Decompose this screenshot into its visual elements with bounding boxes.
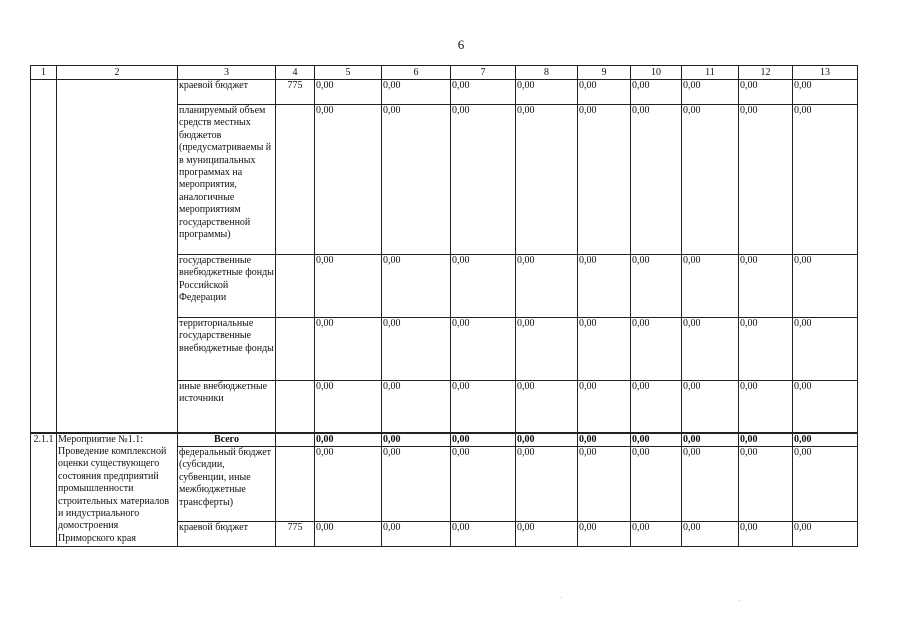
- value-cell: 0,00: [382, 80, 451, 105]
- column-header: 7: [451, 66, 516, 80]
- value-cell: 0,00: [631, 80, 682, 105]
- value-cell: 0,00: [682, 521, 739, 546]
- column-header: 11: [682, 66, 739, 80]
- value-cell: 0,00: [578, 318, 631, 381]
- gp-code: 775: [276, 80, 315, 105]
- value-cell: 0,00: [315, 433, 382, 447]
- value-cell: 0,00: [578, 80, 631, 105]
- scan-speck: ·: [560, 594, 563, 602]
- value-cell: 0,00: [451, 80, 516, 105]
- value-cell: 0,00: [631, 105, 682, 255]
- value-cell: 0,00: [682, 381, 739, 433]
- value-cell: 0,00: [631, 255, 682, 318]
- column-header: 5: [315, 66, 382, 80]
- value-cell: 0,00: [516, 105, 578, 255]
- value-cell: 0,00: [382, 318, 451, 381]
- value-cell: 0,00: [451, 433, 516, 447]
- value-cell: 0,00: [451, 318, 516, 381]
- value-cell: 0,00: [739, 446, 793, 521]
- value-cell: 0,00: [793, 446, 858, 521]
- gp-code: [276, 446, 315, 521]
- value-cell: 0,00: [315, 381, 382, 433]
- value-cell: 0,00: [631, 381, 682, 433]
- column-header: 10: [631, 66, 682, 80]
- gp-code: [276, 433, 315, 447]
- funding-source: краевой бюджет: [178, 521, 276, 546]
- value-cell: 0,00: [578, 433, 631, 447]
- funding-source: Всего: [178, 433, 276, 447]
- value-cell: 0,00: [793, 255, 858, 318]
- value-cell: 0,00: [793, 433, 858, 447]
- value-cell: 0,00: [739, 255, 793, 318]
- value-cell: 0,00: [315, 521, 382, 546]
- gp-code: [276, 255, 315, 318]
- column-header: 13: [793, 66, 858, 80]
- value-cell: 0,00: [793, 381, 858, 433]
- value-cell: 0,00: [451, 521, 516, 546]
- value-cell: 0,00: [578, 381, 631, 433]
- value-cell: 0,00: [682, 433, 739, 447]
- value-cell: 0,00: [516, 446, 578, 521]
- value-cell: 0,00: [382, 433, 451, 447]
- value-cell: 0,00: [451, 105, 516, 255]
- value-cell: 0,00: [739, 80, 793, 105]
- value-cell: 0,00: [793, 105, 858, 255]
- value-cell: 0,00: [315, 255, 382, 318]
- value-cell: 0,00: [516, 433, 578, 447]
- value-cell: 0,00: [682, 105, 739, 255]
- value-cell: 0,00: [739, 381, 793, 433]
- column-header: 1: [31, 66, 57, 80]
- funding-source: государственные внебюджетные фонды Российской Федерации: [178, 255, 276, 318]
- value-cell: 0,00: [315, 80, 382, 105]
- funding-source: краевой бюджет: [178, 80, 276, 105]
- value-cell: 0,00: [682, 80, 739, 105]
- value-cell: 0,00: [682, 255, 739, 318]
- funding-source: территориальные государственные внебюджетные фонды: [178, 318, 276, 381]
- value-cell: 0,00: [516, 80, 578, 105]
- value-cell: 0,00: [382, 446, 451, 521]
- value-cell: 0,00: [793, 521, 858, 546]
- value-cell: 0,00: [516, 381, 578, 433]
- value-cell: 0,00: [578, 446, 631, 521]
- funding-source: иные внебюджетные источники: [178, 381, 276, 433]
- page-number: 6: [457, 37, 465, 52]
- table-row: [31, 80, 858, 105]
- gp-code: [276, 105, 315, 255]
- value-cell: 0,00: [451, 381, 516, 433]
- value-cell: 0,00: [451, 446, 516, 521]
- value-cell: 0,00: [739, 318, 793, 381]
- column-header: 6: [382, 66, 451, 80]
- value-cell: 0,00: [516, 521, 578, 546]
- gp-code: [276, 318, 315, 381]
- scan-speck: ·: [738, 597, 741, 605]
- value-cell: 0,00: [382, 105, 451, 255]
- value-cell: 0,00: [682, 318, 739, 381]
- value-cell: 0,00: [451, 255, 516, 318]
- budget-table: [30, 65, 858, 547]
- value-cell: 0,00: [315, 318, 382, 381]
- header-row: [31, 66, 858, 80]
- value-cell: 0,00: [516, 255, 578, 318]
- column-header: 2: [57, 66, 178, 80]
- value-cell: 0,00: [382, 255, 451, 318]
- table-row: [31, 433, 858, 447]
- event-name-cell: Мероприятие №1.1: Проведение комплексной оценки существующего состояния предприятий промышленности строительных материалов и индустриального домостроения Приморского края: [57, 433, 178, 547]
- column-header: 12: [739, 66, 793, 80]
- funding-source: планируемый объем средств местных бюджетов (предусматриваемы й в муниципальных программах на мероприятия, аналогичные мероприятиям государственной программы): [178, 105, 276, 255]
- value-cell: 0,00: [793, 318, 858, 381]
- event-code-cell: 2.1.1: [31, 433, 57, 547]
- value-cell: 0,00: [315, 105, 382, 255]
- value-cell: 0,00: [516, 318, 578, 381]
- value-cell: 0,00: [739, 521, 793, 546]
- gp-code: 775: [276, 521, 315, 546]
- event-code-cell: [31, 80, 57, 433]
- value-cell: 0,00: [578, 521, 631, 546]
- value-cell: 0,00: [578, 105, 631, 255]
- value-cell: 0,00: [631, 521, 682, 546]
- value-cell: 0,00: [793, 80, 858, 105]
- column-header: 3: [178, 66, 276, 80]
- value-cell: 0,00: [682, 446, 739, 521]
- value-cell: 0,00: [315, 446, 382, 521]
- value-cell: 0,00: [739, 105, 793, 255]
- value-cell: 0,00: [631, 446, 682, 521]
- value-cell: 0,00: [578, 255, 631, 318]
- value-cell: 0,00: [382, 521, 451, 546]
- value-cell: 0,00: [631, 318, 682, 381]
- value-cell: 0,00: [382, 381, 451, 433]
- event-name-cell: [57, 80, 178, 433]
- funding-source: федеральный бюджет (субсидии, субвенции, иные межбюджетные трансферты): [178, 446, 276, 521]
- value-cell: 0,00: [631, 433, 682, 447]
- value-cell: 0,00: [739, 433, 793, 447]
- column-header: 9: [578, 66, 631, 80]
- gp-code: [276, 381, 315, 433]
- column-header: 8: [516, 66, 578, 80]
- column-header: 4: [276, 66, 315, 80]
